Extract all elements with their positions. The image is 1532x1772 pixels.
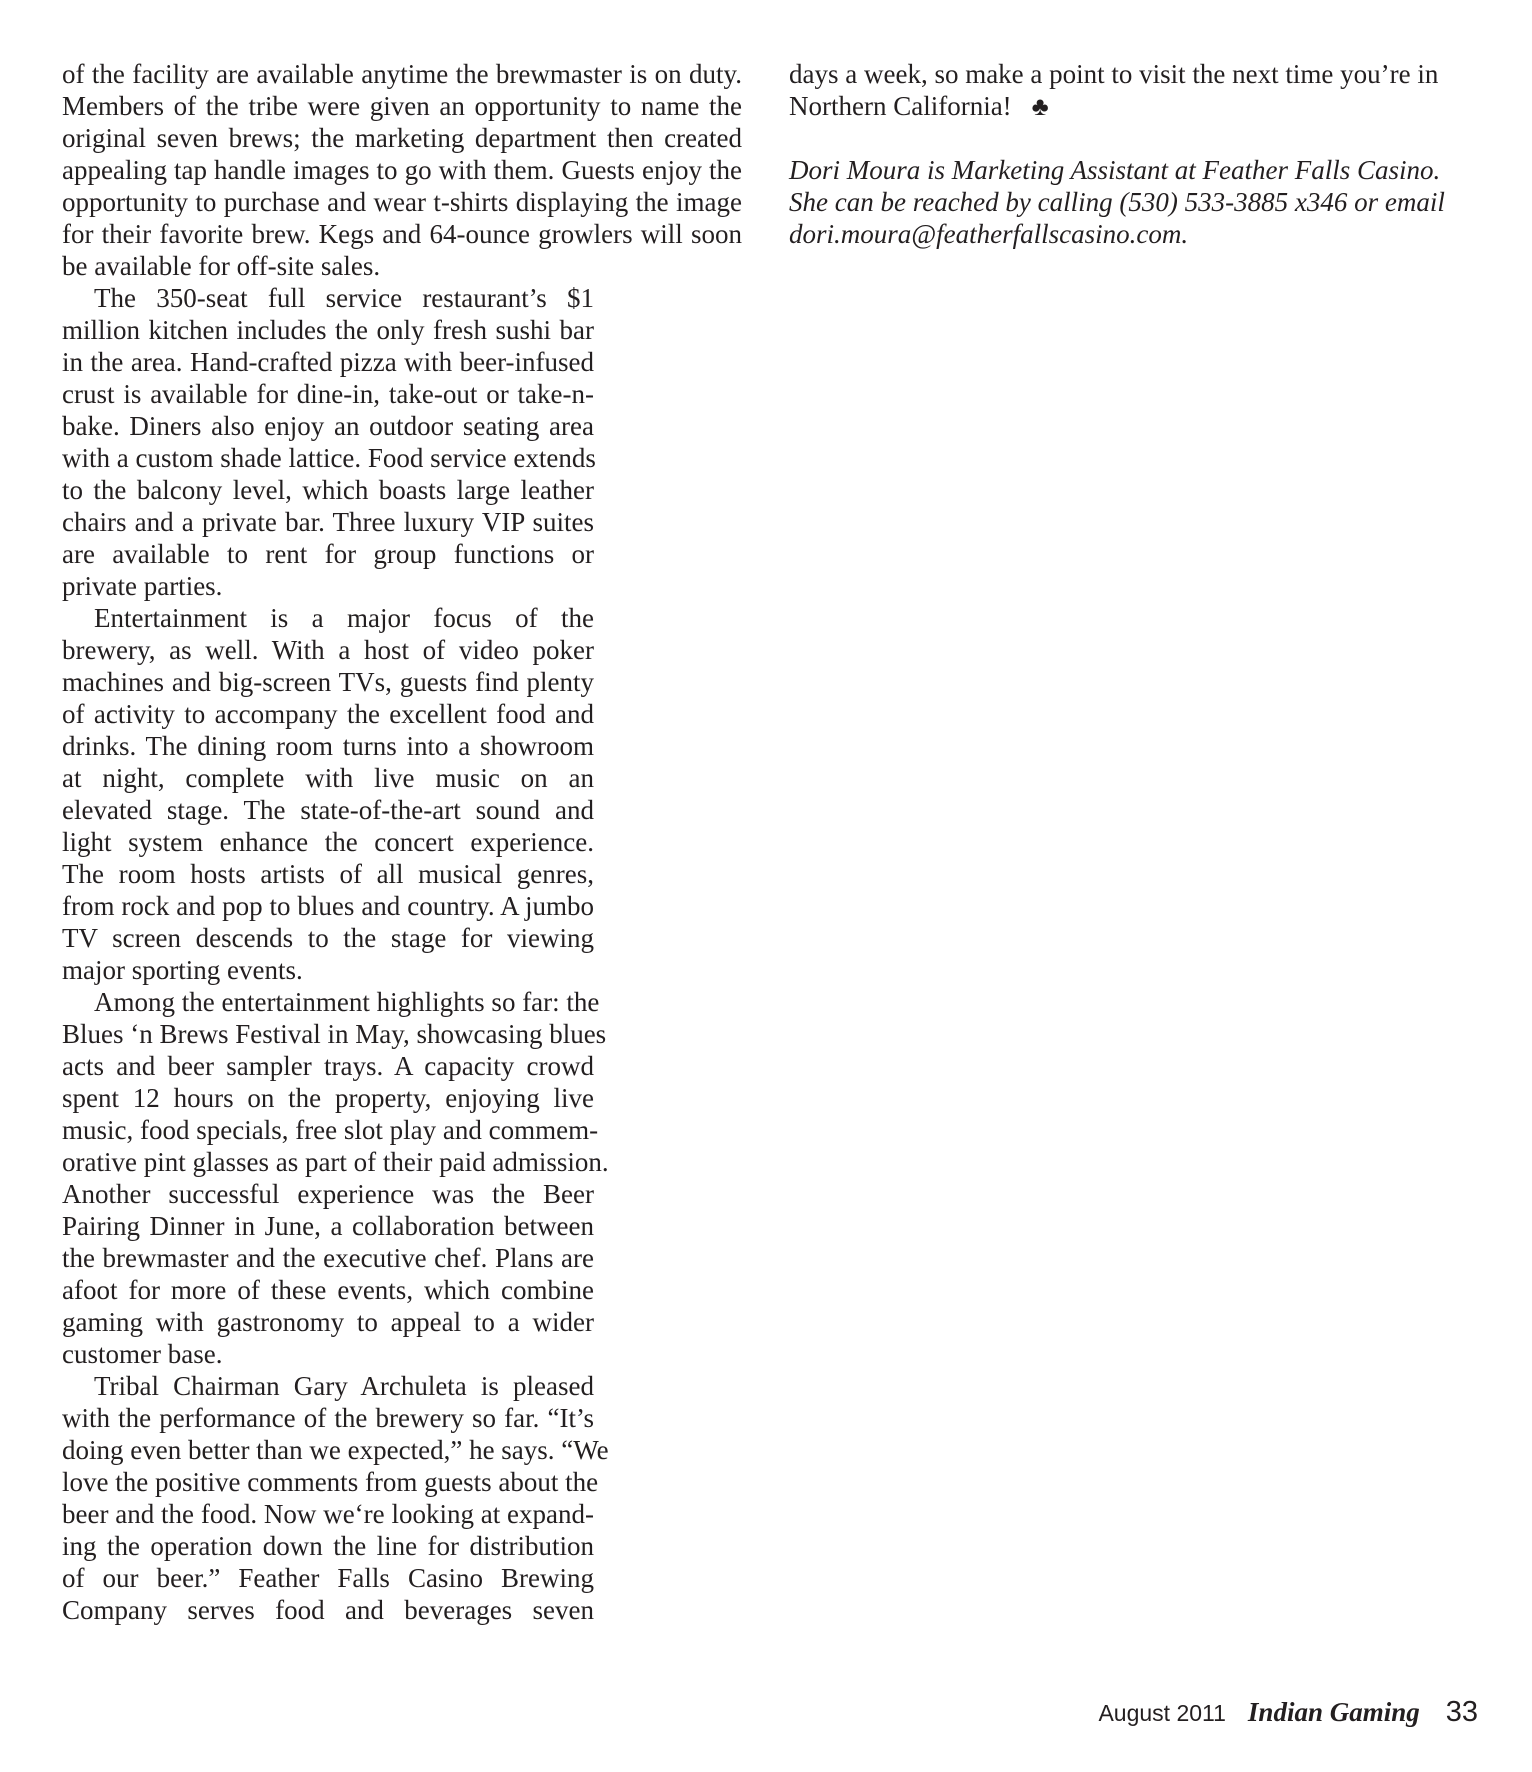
issue-date: August 2011 bbox=[1098, 1700, 1226, 1726]
paragraph-first-line: Among the entertainment highlights so far: the bbox=[94, 987, 600, 1017]
body-text-line: major sporting events. bbox=[62, 955, 303, 985]
body-text-line: spent 12 hours on the property, enjoying live bbox=[62, 1083, 594, 1113]
body-text-line: from rock and pop to blues and country. A jumbo bbox=[62, 891, 594, 921]
body-text-line: drinks. The dining room turns into a showroom bbox=[62, 731, 594, 761]
page-number: 33 bbox=[1445, 1696, 1478, 1728]
body-text-line: light system enhance the concert experience. bbox=[62, 827, 594, 857]
body-text-line: the brewmaster and the executive chef. Plans are bbox=[62, 1243, 594, 1273]
club-suit-icon: ♣ bbox=[1031, 92, 1049, 121]
body-text-line: brewery, as well. With a host of video poker bbox=[62, 635, 594, 665]
body-text-line: gaming with gastronomy to appeal to a wider bbox=[62, 1307, 594, 1337]
body-text-line: days a week, so make a point to visit the next time you’re in bbox=[789, 59, 1439, 89]
body-text-line: be available for off-site sales. bbox=[62, 251, 381, 281]
body-text-line: machines and big-screen TVs, guests find plenty bbox=[62, 667, 594, 697]
body-text-line: are available to rent for group functions or bbox=[62, 539, 594, 569]
body-text-line: of activity to accompany the excellent food and bbox=[62, 699, 594, 729]
body-text-line: of the facility are available anytime the brewmaster is on duty. bbox=[62, 59, 742, 89]
body-text-line: opportunity to purchase and wear t-shirts displaying the image bbox=[62, 187, 742, 217]
body-text-line: with a custom shade lattice. Food service extends bbox=[62, 443, 596, 473]
body-text-line: crust is available for dine-in, take-out or take-n- bbox=[62, 379, 594, 409]
body-text-line bbox=[789, 90, 1049, 122]
author-bio-line: She can be reached by calling (530) 533-3885 x346 or email bbox=[789, 187, 1445, 217]
body-text-line: Pairing Dinner in June, a collaboration between bbox=[62, 1211, 594, 1241]
body-text-line: orative pint glasses as part of their paid admission. bbox=[62, 1147, 609, 1177]
author-bio-line: Dori Moura is Marketing Assistant at Feather Falls Casino. bbox=[789, 155, 1441, 185]
body-text-line: TV screen descends to the stage for viewing bbox=[62, 923, 594, 953]
body-text-line: ing the operation down the line for distribution bbox=[62, 1531, 594, 1561]
body-text-line: appealing tap handle images to go with them. Guests enjoy the bbox=[62, 155, 742, 185]
body-text-line: Another successful experience was the Beer bbox=[62, 1179, 594, 1209]
body-text-line: afoot for more of these events, which combine bbox=[62, 1275, 594, 1305]
body-text-line: love the positive comments from guests about the bbox=[62, 1467, 599, 1497]
closing-text: Northern California! bbox=[789, 91, 1012, 121]
body-text-line: The room hosts artists of all musical genres, bbox=[62, 859, 594, 889]
page-footer bbox=[1100, 1696, 1478, 1732]
body-text-line: Members of the tribe were given an opportunity to name the bbox=[62, 91, 742, 121]
body-text-line: Company serves food and beverages seven bbox=[62, 1595, 594, 1625]
body-text-line: to the balcony level, which boasts large leather bbox=[62, 475, 594, 505]
body-text-line: elevated stage. The state-of-the-art sound and bbox=[62, 795, 594, 825]
body-text-line: in the area. Hand-crafted pizza with beer-infused bbox=[62, 347, 594, 377]
body-text-line: doing even better than we expected,” he says. “We bbox=[62, 1435, 609, 1465]
body-text-line: of our beer.” Feather Falls Casino Brewing bbox=[62, 1563, 594, 1593]
paragraph-first-line: Tribal Chairman Gary Archuleta is pleased bbox=[94, 1371, 594, 1401]
body-text-line: original seven brews; the marketing department then created bbox=[62, 123, 742, 153]
body-text-line: with the performance of the brewery so far. “It’s bbox=[62, 1403, 594, 1433]
body-text-line: chairs and a private bar. Three luxury VIP suites bbox=[62, 507, 594, 537]
body-text-line: acts and beer sampler trays. A capacity crowd bbox=[62, 1051, 594, 1081]
body-text-line: private parties. bbox=[62, 571, 223, 601]
body-text-line: music, food specials, free slot play and commem- bbox=[62, 1115, 599, 1145]
body-text-line: Blues ‘n Brews Festival in May, showcasing blues bbox=[62, 1019, 607, 1049]
body-text-line: bake. Diners also enjoy an outdoor seating area bbox=[62, 411, 594, 441]
body-text-line: for their favorite brew. Kegs and 64-ounce growlers will soon bbox=[62, 219, 742, 249]
author-bio-line: dori.moura@featherfallscasino.com. bbox=[789, 219, 1189, 249]
paragraph-first-line: Entertainment is a major focus of the bbox=[94, 603, 594, 633]
body-text-line: million kitchen includes the only fresh sushi bar bbox=[62, 315, 594, 345]
body-text-line: customer base. bbox=[62, 1339, 223, 1369]
body-text-line: beer and the food. Now we‘re looking at expand- bbox=[62, 1499, 594, 1529]
magazine-name: Indian Gaming bbox=[1247, 1697, 1420, 1727]
paragraph-first-line: The 350-seat full service restaurant’s $1 bbox=[94, 283, 594, 313]
body-text-line: at night, complete with live music on an bbox=[62, 763, 594, 793]
